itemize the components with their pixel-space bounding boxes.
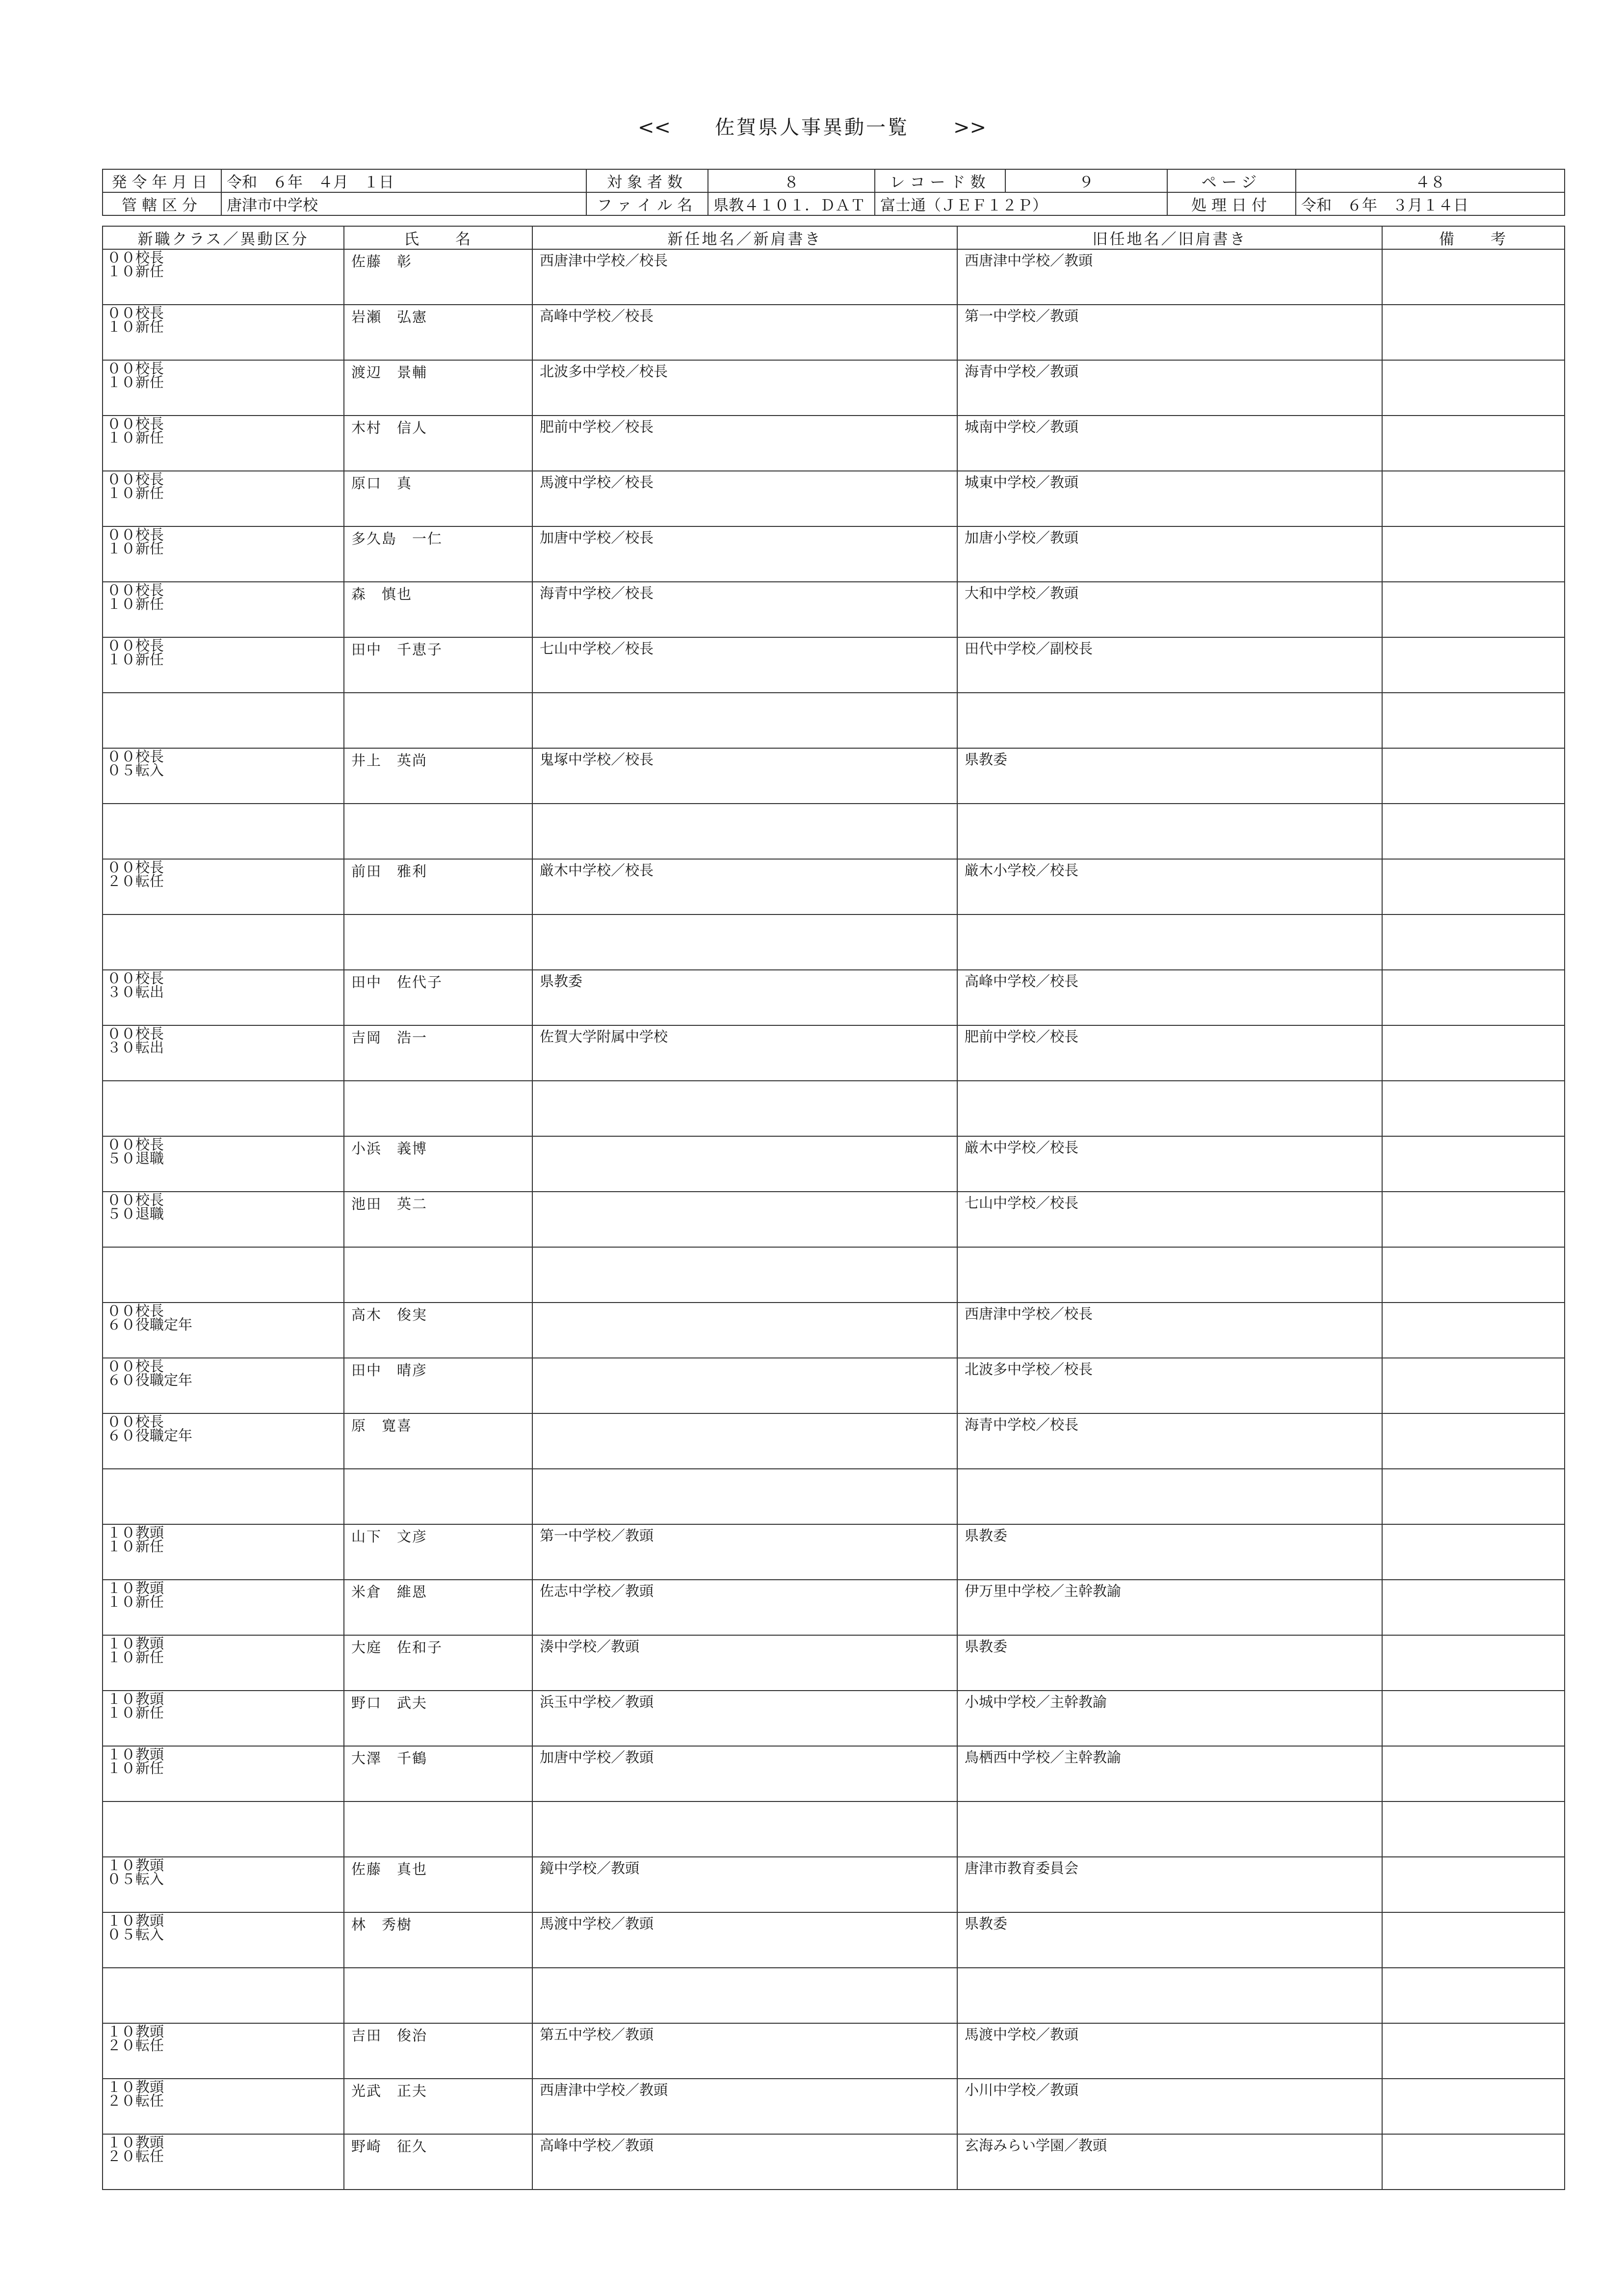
- note-cell: [1382, 1635, 1565, 1691]
- old-post: 城東中学校／教頭: [957, 471, 1382, 526]
- class-cell: [103, 1247, 344, 1303]
- note-cell: [1382, 1746, 1565, 1801]
- old-post: 大和中学校／教頭: [957, 582, 1382, 637]
- header-table: [102, 169, 1565, 216]
- table-row: [103, 1192, 1565, 1247]
- class-cell: [103, 637, 344, 693]
- note-cell: [1382, 1136, 1565, 1192]
- new-post: 鏡中学校／教頭: [532, 1857, 957, 1912]
- class-cell: [103, 914, 344, 970]
- transfer-type: １０新任: [107, 318, 164, 335]
- person-name: 森 慎也: [344, 582, 532, 637]
- person-name: 佐藤 彰: [344, 249, 532, 305]
- col-name: 氏 名: [344, 226, 532, 249]
- class-cell: [103, 526, 344, 582]
- table-row: [103, 859, 1565, 914]
- old-post: 西唐津中学校／教頭: [957, 249, 1382, 305]
- person-name: 野口 武夫: [344, 1691, 532, 1746]
- col-note: 備 考: [1382, 226, 1565, 249]
- transfer-type: ５０退職: [107, 1205, 164, 1222]
- old-post: 県教委: [957, 1912, 1382, 1968]
- note-cell: [1382, 2134, 1565, 2190]
- person-name: [344, 804, 532, 859]
- class-cell: [103, 1413, 344, 1469]
- new-class: １０教頭: [107, 1580, 164, 1596]
- new-class: ００校長: [107, 1303, 164, 1319]
- person-name: [344, 1801, 532, 1857]
- class-cell: [103, 2023, 344, 2079]
- person-name: 前田 雅利: [344, 859, 532, 914]
- new-post: [532, 1303, 957, 1358]
- new-post: 第一中学校／教頭: [532, 1524, 957, 1580]
- table-row: [103, 2134, 1565, 2190]
- note-cell: [1382, 360, 1565, 416]
- class-cell: [103, 1303, 344, 1358]
- table-row: [103, 526, 1565, 582]
- issue-date: 令和 ６年 ４月 １日: [221, 169, 586, 192]
- person-name: 岩瀬 弘憲: [344, 305, 532, 360]
- new-class: ００校長: [107, 360, 164, 377]
- person-name: 田中 千恵子: [344, 637, 532, 693]
- new-post: 佐賀大学附属中学校: [532, 1025, 957, 1081]
- new-post: [532, 1968, 957, 2023]
- new-class: １０教頭: [107, 1857, 164, 1874]
- table-row: [103, 1136, 1565, 1192]
- table-row: [103, 471, 1565, 526]
- table-row: [103, 1303, 1565, 1358]
- table-row: [103, 1025, 1565, 1081]
- table-header-row: [103, 226, 1565, 249]
- person-name: 林 秀樹: [344, 1912, 532, 1968]
- person-name: 田中 佐代子: [344, 970, 532, 1025]
- note-cell: [1382, 1081, 1565, 1136]
- table-row: [103, 582, 1565, 637]
- transfer-type: ５０退職: [107, 1150, 164, 1167]
- old-post: 肥前中学校／校長: [957, 1025, 1382, 1081]
- person-name: 池田 英二: [344, 1192, 532, 1247]
- class-cell: [103, 1469, 344, 1524]
- person-name: 野崎 征久: [344, 2134, 532, 2190]
- new-post: 馬渡中学校／教頭: [532, 1912, 957, 1968]
- note-cell: [1382, 1801, 1565, 1857]
- old-post: [957, 914, 1382, 970]
- old-post: 県教委: [957, 1635, 1382, 1691]
- process-date: 令和 ６年 ３月１４日: [1296, 192, 1565, 215]
- new-class: １０教頭: [107, 1635, 164, 1652]
- page-number: ４８: [1296, 169, 1565, 192]
- class-cell: [103, 2079, 344, 2134]
- class-cell: [103, 249, 344, 305]
- new-post: 鬼塚中学校／校長: [532, 748, 957, 804]
- table-row: [103, 1801, 1565, 1857]
- new-class: ００校長: [107, 748, 164, 765]
- new-class: ００校長: [107, 970, 164, 987]
- note-cell: [1382, 2023, 1565, 2079]
- personnel-table: [102, 226, 1565, 2190]
- new-post: [532, 914, 957, 970]
- person-name: 米倉 維恩: [344, 1580, 532, 1635]
- new-class: ００校長: [107, 471, 164, 488]
- person-name: 吉岡 浩一: [344, 1025, 532, 1081]
- new-class: ００校長: [107, 1192, 164, 1208]
- system-name: 富士通（ＪＥＦ１２Ｐ）: [875, 192, 1167, 215]
- table-row: [103, 1247, 1565, 1303]
- note-cell: [1382, 526, 1565, 582]
- old-post: [957, 1469, 1382, 1524]
- table-row: [103, 1691, 1565, 1746]
- person-name: [344, 693, 532, 748]
- person-name: [344, 1469, 532, 1524]
- transfer-type: ２０転任: [107, 2092, 164, 2109]
- old-post: 伊万里中学校／主幹教諭: [957, 1580, 1382, 1635]
- new-class: ００校長: [107, 249, 164, 266]
- note-cell: [1382, 1580, 1565, 1635]
- new-post: 肥前中学校／校長: [532, 416, 957, 471]
- class-cell: [103, 1746, 344, 1801]
- new-post: [532, 1081, 957, 1136]
- table-row: [103, 1580, 1565, 1635]
- note-cell: [1382, 1303, 1565, 1358]
- table-row: [103, 1469, 1565, 1524]
- class-cell: [103, 1136, 344, 1192]
- old-post: 小城中学校／主幹教諭: [957, 1691, 1382, 1746]
- old-post: [957, 1801, 1382, 1857]
- note-cell: [1382, 471, 1565, 526]
- col-class: 新職クラス／異動区分: [103, 226, 344, 249]
- note-cell: [1382, 1413, 1565, 1469]
- old-post: 小川中学校／教頭: [957, 2079, 1382, 2134]
- new-post: [532, 1801, 957, 1857]
- table-row: [103, 1524, 1565, 1580]
- person-name: 光武 正夫: [344, 2079, 532, 2134]
- class-cell: [103, 1912, 344, 1968]
- person-name: [344, 1968, 532, 2023]
- new-post: [532, 693, 957, 748]
- file-name: 県教４１０１．ＤＡＴ: [708, 192, 875, 215]
- new-class: ００校長: [107, 416, 164, 432]
- old-post: [957, 1968, 1382, 2023]
- class-cell: [103, 1580, 344, 1635]
- person-name: 井上 英尚: [344, 748, 532, 804]
- old-post: 海青中学校／校長: [957, 1413, 1382, 1469]
- transfer-type: ６０役職定年: [107, 1316, 193, 1333]
- transfer-type: １０新任: [107, 596, 164, 612]
- class-cell: [103, 1025, 344, 1081]
- title-left-mark: <<: [637, 116, 671, 139]
- new-post: 佐志中学校／教頭: [532, 1580, 957, 1635]
- transfer-type: １０新任: [107, 374, 164, 391]
- transfer-type: １０新任: [107, 263, 164, 280]
- new-post: 加唐中学校／教頭: [532, 1746, 957, 1801]
- table-row: [103, 416, 1565, 471]
- note-cell: [1382, 804, 1565, 859]
- new-post: 海青中学校／校長: [532, 582, 957, 637]
- process-date-label: 処理日付: [1167, 192, 1296, 215]
- new-class: ００校長: [107, 1136, 164, 1153]
- new-post: [532, 804, 957, 859]
- col-old-post: 旧任地名／旧肩書き: [957, 226, 1382, 249]
- class-cell: [103, 1524, 344, 1580]
- old-post: 鳥栖西中学校／主幹教諭: [957, 1746, 1382, 1801]
- note-cell: [1382, 1192, 1565, 1247]
- old-post: 北波多中学校／校長: [957, 1358, 1382, 1413]
- table-row: [103, 305, 1565, 360]
- new-class: １０教頭: [107, 1691, 164, 1707]
- table-row: [103, 2023, 1565, 2079]
- class-cell: [103, 804, 344, 859]
- transfer-type: ０５転入: [107, 1871, 164, 1887]
- new-post: 厳木中学校／校長: [532, 859, 957, 914]
- note-cell: [1382, 914, 1565, 970]
- table-row: [103, 1857, 1565, 1912]
- new-post: 馬渡中学校／校長: [532, 471, 957, 526]
- new-post: [532, 1413, 957, 1469]
- class-cell: [103, 1081, 344, 1136]
- note-cell: [1382, 249, 1565, 305]
- title-text: 佐賀県人事異動一覧: [715, 116, 909, 139]
- table-row: [103, 1968, 1565, 2023]
- new-post: [532, 1136, 957, 1192]
- person-name: 多久島 一仁: [344, 526, 532, 582]
- new-post: 北波多中学校／校長: [532, 360, 957, 416]
- table-row: [103, 1746, 1565, 1801]
- transfer-type: ０５転入: [107, 1926, 164, 1943]
- old-post: 県教委: [957, 748, 1382, 804]
- table-row: [103, 1635, 1565, 1691]
- new-class: ００校長: [107, 637, 164, 654]
- jurisdiction: 唐津市中学校: [221, 192, 586, 215]
- class-cell: [103, 1358, 344, 1413]
- table-row: [103, 748, 1565, 804]
- old-post: 馬渡中学校／教頭: [957, 2023, 1382, 2079]
- table-row: [103, 970, 1565, 1025]
- class-cell: [103, 1691, 344, 1746]
- person-name: 吉田 俊治: [344, 2023, 532, 2079]
- new-class: ００校長: [107, 1025, 164, 1042]
- old-post: 高峰中学校／校長: [957, 970, 1382, 1025]
- title-right-mark: >>: [953, 116, 987, 139]
- note-cell: [1382, 859, 1565, 914]
- table-row: [103, 1413, 1565, 1469]
- table-row: [103, 1912, 1565, 1968]
- note-cell: [1382, 1912, 1565, 1968]
- table-row: [103, 693, 1565, 748]
- old-post: 七山中学校／校長: [957, 1192, 1382, 1247]
- person-name: 高木 俊実: [344, 1303, 532, 1358]
- new-class: ００校長: [107, 305, 164, 321]
- new-post: [532, 1247, 957, 1303]
- old-post: 玄海みらい学園／教頭: [957, 2134, 1382, 2190]
- class-cell: [103, 970, 344, 1025]
- page-title: [0, 112, 1624, 140]
- note-cell: [1382, 305, 1565, 360]
- note-cell: [1382, 693, 1565, 748]
- transfer-type: １０新任: [107, 651, 164, 668]
- class-cell: [103, 1192, 344, 1247]
- old-post: 城南中学校／教頭: [957, 416, 1382, 471]
- class-cell: [103, 2134, 344, 2190]
- new-class: ００校長: [107, 1358, 164, 1375]
- person-name: 原口 真: [344, 471, 532, 526]
- transfer-type: ３０転出: [107, 1039, 164, 1056]
- new-post: [532, 1358, 957, 1413]
- target-count-label: 対象者数: [586, 169, 708, 192]
- table-row: [103, 637, 1565, 693]
- person-name: 小浜 義博: [344, 1136, 532, 1192]
- class-cell: [103, 305, 344, 360]
- note-cell: [1382, 1857, 1565, 1912]
- new-post: 西唐津中学校／教頭: [532, 2079, 957, 2134]
- class-cell: [103, 693, 344, 748]
- person-name: 山下 文彦: [344, 1524, 532, 1580]
- new-post: 浜玉中学校／教頭: [532, 1691, 957, 1746]
- transfer-type: ６０役職定年: [107, 1372, 193, 1388]
- old-post: 西唐津中学校／校長: [957, 1303, 1382, 1358]
- class-cell: [103, 1635, 344, 1691]
- class-cell: [103, 1857, 344, 1912]
- note-cell: [1382, 582, 1565, 637]
- transfer-type: １０新任: [107, 540, 164, 557]
- note-cell: [1382, 970, 1565, 1025]
- person-name: 大澤 千鶴: [344, 1746, 532, 1801]
- class-cell: [103, 416, 344, 471]
- old-post: [957, 1081, 1382, 1136]
- old-post: 海青中学校／教頭: [957, 360, 1382, 416]
- transfer-type: ２０転任: [107, 2148, 164, 2165]
- new-post: 県教委: [532, 970, 957, 1025]
- transfer-type: １０新任: [107, 1538, 164, 1555]
- class-cell: [103, 859, 344, 914]
- transfer-type: １０新任: [107, 1760, 164, 1776]
- class-cell: [103, 360, 344, 416]
- transfer-type: ０５転入: [107, 762, 164, 779]
- note-cell: [1382, 2079, 1565, 2134]
- new-class: １０教頭: [107, 2134, 164, 2151]
- old-post: [957, 1247, 1382, 1303]
- new-post: 高峰中学校／教頭: [532, 2134, 957, 2190]
- transfer-type: ２０転任: [107, 2037, 164, 2054]
- old-post: 唐津市教育委員会: [957, 1857, 1382, 1912]
- new-class: ００校長: [107, 859, 164, 876]
- record-count: ９: [1005, 169, 1167, 192]
- note-cell: [1382, 1691, 1565, 1746]
- record-count-label: レコード数: [875, 169, 1005, 192]
- class-cell: [103, 748, 344, 804]
- table-row: [103, 249, 1565, 305]
- note-cell: [1382, 637, 1565, 693]
- note-cell: [1382, 1968, 1565, 2023]
- new-post: 西唐津中学校／校長: [532, 249, 957, 305]
- note-cell: [1382, 1358, 1565, 1413]
- new-class: １０教頭: [107, 2023, 164, 2040]
- note-cell: [1382, 748, 1565, 804]
- person-name: 佐藤 真也: [344, 1857, 532, 1912]
- new-class: １０教頭: [107, 1524, 164, 1541]
- note-cell: [1382, 1469, 1565, 1524]
- old-post: [957, 804, 1382, 859]
- note-cell: [1382, 1247, 1565, 1303]
- person-name: 渡辺 景輔: [344, 360, 532, 416]
- file-label: ファイル名: [586, 192, 708, 215]
- transfer-type: ２０転任: [107, 873, 164, 889]
- old-post: 厳木小学校／校長: [957, 859, 1382, 914]
- new-post: 七山中学校／校長: [532, 637, 957, 693]
- transfer-type: １０新任: [107, 485, 164, 501]
- old-post: 加唐小学校／教頭: [957, 526, 1382, 582]
- new-class: ００校長: [107, 526, 164, 543]
- table-row: [103, 1081, 1565, 1136]
- old-post: 厳木中学校／校長: [957, 1136, 1382, 1192]
- old-post: 田代中学校／副校長: [957, 637, 1382, 693]
- class-cell: [103, 1801, 344, 1857]
- class-cell: [103, 471, 344, 526]
- jurisdiction-label: 管轄区分: [103, 192, 221, 215]
- transfer-type: ６０役職定年: [107, 1427, 193, 1444]
- class-cell: [103, 582, 344, 637]
- person-name: [344, 1247, 532, 1303]
- person-name: 原 寛喜: [344, 1413, 532, 1469]
- new-post: [532, 1469, 957, 1524]
- new-post: 湊中学校／教頭: [532, 1635, 957, 1691]
- person-name: [344, 914, 532, 970]
- note-cell: [1382, 1524, 1565, 1580]
- table-row: [103, 2079, 1565, 2134]
- issue-date-label: 発令年月日: [103, 169, 221, 192]
- table-row: [103, 1358, 1565, 1413]
- table-row: [103, 804, 1565, 859]
- new-class: １０教頭: [107, 2079, 164, 2095]
- new-class: １０教頭: [107, 1746, 164, 1763]
- person-name: 木村 信人: [344, 416, 532, 471]
- old-post: 第一中学校／教頭: [957, 305, 1382, 360]
- class-cell: [103, 1968, 344, 2023]
- person-name: [344, 1081, 532, 1136]
- new-class: １０教頭: [107, 1912, 164, 1929]
- page-label: ページ: [1167, 169, 1296, 192]
- person-name: 田中 晴彦: [344, 1358, 532, 1413]
- transfer-type: １０新任: [107, 1704, 164, 1721]
- transfer-type: １０新任: [107, 1593, 164, 1610]
- old-post: 県教委: [957, 1524, 1382, 1580]
- new-post: [532, 1192, 957, 1247]
- transfer-type: ３０転出: [107, 984, 164, 1000]
- new-post: 加唐中学校／校長: [532, 526, 957, 582]
- new-post: 高峰中学校／校長: [532, 305, 957, 360]
- transfer-type: １０新任: [107, 429, 164, 446]
- new-class: ００校長: [107, 1413, 164, 1430]
- table-row: [103, 360, 1565, 416]
- old-post: [957, 693, 1382, 748]
- note-cell: [1382, 416, 1565, 471]
- new-post: 第五中学校／教頭: [532, 2023, 957, 2079]
- note-cell: [1382, 1025, 1565, 1081]
- table-row: [103, 914, 1565, 970]
- person-name: 大庭 佐和子: [344, 1635, 532, 1691]
- transfer-type: １０新任: [107, 1649, 164, 1666]
- new-class: ００校長: [107, 582, 164, 599]
- target-count: ８: [708, 169, 875, 192]
- col-new-post: 新任地名／新肩書き: [532, 226, 957, 249]
